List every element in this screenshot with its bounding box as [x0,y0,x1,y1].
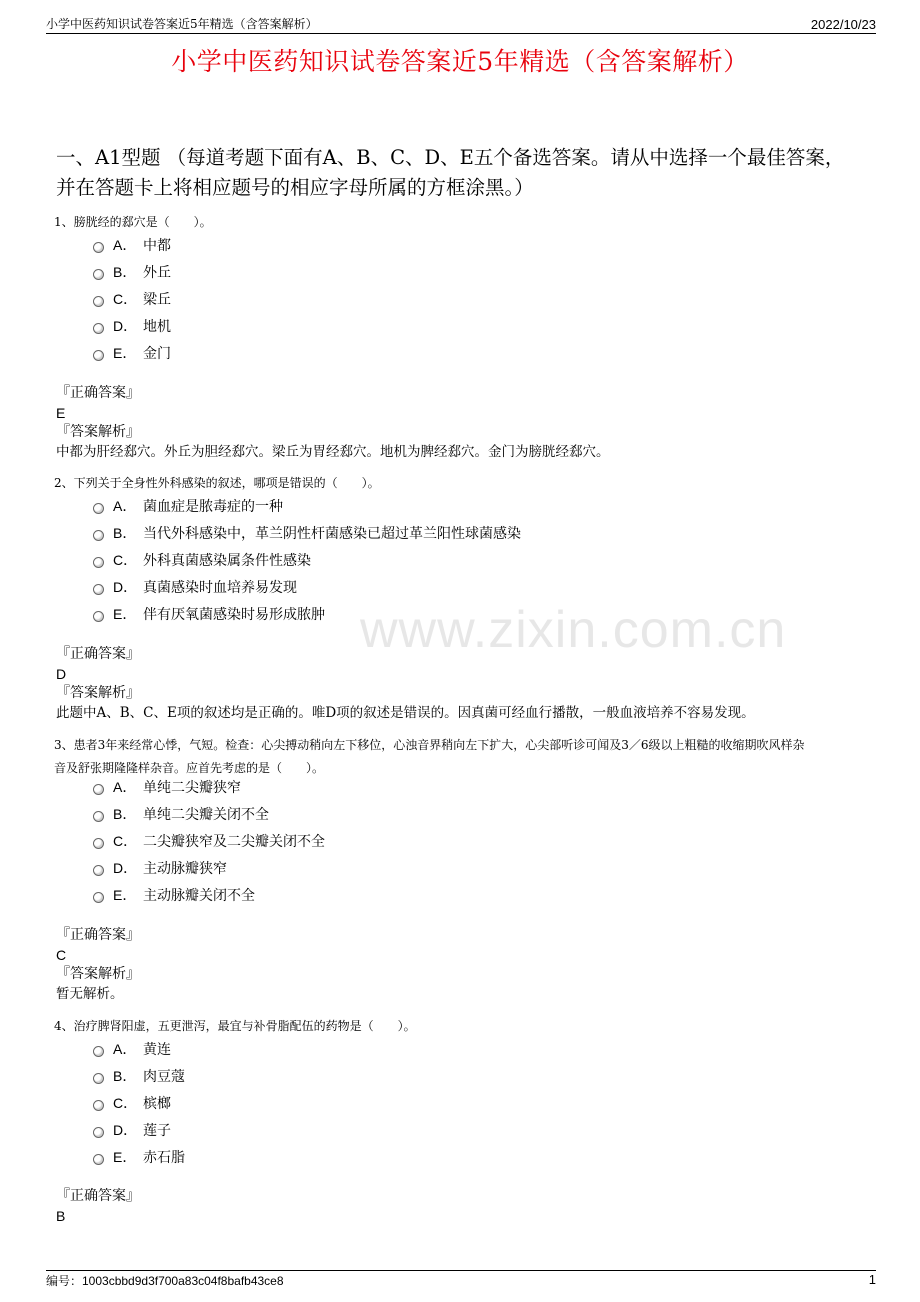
header-doc-name: 小学中医药知识试卷答案近5年精选（含答案解析） [46,17,318,31]
option-text: 黄连 [143,1041,171,1058]
option-item[interactable] [93,258,171,285]
option-letter: A． [113,778,137,795]
radio-icon[interactable] [93,838,104,849]
radio-icon[interactable] [93,1046,104,1057]
option-item[interactable] [93,827,325,854]
option-text: 真菌感染时血培养易发现 [143,579,297,596]
option-item[interactable] [93,1116,185,1143]
option-item[interactable] [93,1143,185,1170]
option-letter: B． [113,524,137,541]
option-text: 金门 [143,345,171,362]
explanation-label: 『答案解析』 [56,685,140,701]
answer-block [56,645,755,723]
option-item[interactable] [93,854,325,881]
option-text: 梁丘 [143,291,171,308]
option-text: 二尖瓣狭窄及二尖瓣关闭不全 [143,833,325,850]
option-list [93,773,325,908]
option-item[interactable] [93,285,171,312]
option-letter: A． [113,1040,137,1057]
option-letter: D． [113,1121,138,1138]
option-text: 地机 [143,318,171,335]
correct-answer-value: C [56,947,67,963]
option-text: 单纯二尖瓣关闭不全 [143,806,269,823]
radio-icon[interactable] [93,242,104,253]
option-letter: E． [113,605,137,622]
answer-block [56,926,140,1004]
option-item[interactable] [93,312,171,339]
page-footer [46,1270,876,1289]
option-item[interactable] [93,546,521,573]
option-text: 当代外科感染中，革兰阴性杆菌感染已超过革兰阳性球菌感染 [143,525,521,542]
option-text: 伴有厌氧菌感染时易形成脓肿 [143,606,325,623]
option-list [93,1035,185,1170]
correct-answer-label: 『正确答案』 [56,385,140,401]
radio-icon[interactable] [93,530,104,541]
correct-answer-value: E [56,405,66,421]
question-stem-line: 音及舒张期隆隆样杂音。应首先考虑的是（ ）。 [54,761,325,775]
option-letter: E． [113,886,137,903]
option-item[interactable] [93,773,325,800]
document-code: 编号：1003cbbd9d3f700a83c04f8bafb43ce8 [46,1274,284,1288]
answer-block [56,384,610,462]
option-letter: B． [113,805,137,822]
option-letter: C． [113,1094,138,1111]
explanation-label: 『答案解析』 [56,424,140,440]
option-text: 菌血症是脓毒症的一种 [143,498,283,515]
option-item[interactable] [93,1089,185,1116]
option-item[interactable] [93,492,521,519]
option-text: 外科真菌感染属条件性感染 [143,552,311,569]
option-letter: A． [113,236,137,253]
option-text: 槟榔 [143,1095,171,1112]
explanation-text: 此题中A、B、C、E项的叙述均是正确的。唯D项的叙述是错误的。因真菌可经血行播散，一般血液培养不容易发现。 [56,705,755,721]
watermark: www.zixin.com.cn [360,601,787,659]
option-item[interactable] [93,1035,185,1062]
option-item[interactable] [93,881,325,908]
option-text: 主动脉瓣关闭不全 [143,887,255,904]
header-date: 2022/10/23 [810,17,876,32]
option-text: 莲子 [143,1122,171,1139]
option-item[interactable] [93,339,171,366]
option-text: 赤石脂 [143,1149,185,1166]
option-list [93,231,171,366]
correct-answer-value: B [56,1208,66,1224]
option-letter: C． [113,832,138,849]
option-item[interactable] [93,519,521,546]
question-stem-line: 3、患者3年来经常心悸，气短。检查：心尖搏动稍向左下移位，心浊音界稍向左下扩大，心尖部听诊可闻及3／6级以上粗糙的收缩期吹风样杂 [54,738,805,752]
option-item[interactable] [93,600,521,627]
correct-answer-label: 『正确答案』 [56,1188,140,1204]
option-item[interactable] [93,231,171,258]
radio-icon[interactable] [93,1154,104,1165]
radio-icon[interactable] [93,1073,104,1084]
option-list [93,492,521,627]
correct-answer-value: D [56,666,67,682]
radio-icon[interactable] [93,865,104,876]
document-title: 小学中医药知识试卷答案近5年精选（含答案解析） [171,47,749,76]
option-letter: B． [113,1067,137,1084]
page-header [46,12,876,34]
radio-icon[interactable] [93,584,104,595]
option-letter: D． [113,578,138,595]
radio-icon[interactable] [93,811,104,822]
option-letter: C． [113,290,138,307]
explanation-text: 暂无解析。 [56,986,124,1002]
radio-icon[interactable] [93,503,104,514]
radio-icon[interactable] [93,323,104,334]
correct-answer-label: 『正确答案』 [56,646,140,662]
correct-answer-label: 『正确答案』 [56,927,140,943]
explanation-label: 『答案解析』 [56,966,140,982]
option-letter: B． [113,263,137,280]
option-item[interactable] [93,573,521,600]
option-letter: A． [113,497,137,514]
option-item[interactable] [93,1062,185,1089]
radio-icon[interactable] [93,557,104,568]
radio-icon[interactable] [93,784,104,795]
option-text: 外丘 [143,264,171,281]
option-letter: D． [113,317,138,334]
answer-block [56,1187,140,1226]
question-stem: 2、下列关于全身性外科感染的叙述，哪项是错误的（ ）。 [54,476,380,490]
option-text: 主动脉瓣狭窄 [143,860,227,877]
question-stem: 4、治疗脾肾阳虚，五更泄泻，最宜与补骨脂配伍的药物是（ ）。 [54,1019,416,1033]
option-letter: E． [113,344,137,361]
option-text: 单纯二尖瓣狭窄 [143,779,241,796]
radio-icon[interactable] [93,296,104,307]
option-text: 中都 [143,237,171,254]
explanation-text: 中都为肝经郄穴。外丘为胆经郄穴。梁丘为胃经郄穴。地机为脾经郄穴。金门为膀胱经郄穴。 [56,444,610,460]
option-item[interactable] [93,800,325,827]
option-letter: C． [113,551,138,568]
radio-icon[interactable] [93,1100,104,1111]
section-title: 一、A1型题 （每道考题下面有A、B、C、D、E五个备选答案。请从中选择一个最佳答案，并在答题卡上将相应题号的相应字母所属的方框涂黑。） [56,146,845,199]
option-letter: E． [113,1148,137,1165]
option-text: 肉豆蔻 [143,1068,185,1085]
radio-icon[interactable] [93,892,104,903]
question-stem: 1、膀胱经的郄穴是（ ）。 [54,215,212,229]
option-letter: D． [113,859,138,876]
radio-icon[interactable] [93,350,104,361]
radio-icon[interactable] [93,269,104,280]
page-number: 1 [868,1272,876,1287]
radio-icon[interactable] [93,1127,104,1138]
radio-icon[interactable] [93,611,104,622]
